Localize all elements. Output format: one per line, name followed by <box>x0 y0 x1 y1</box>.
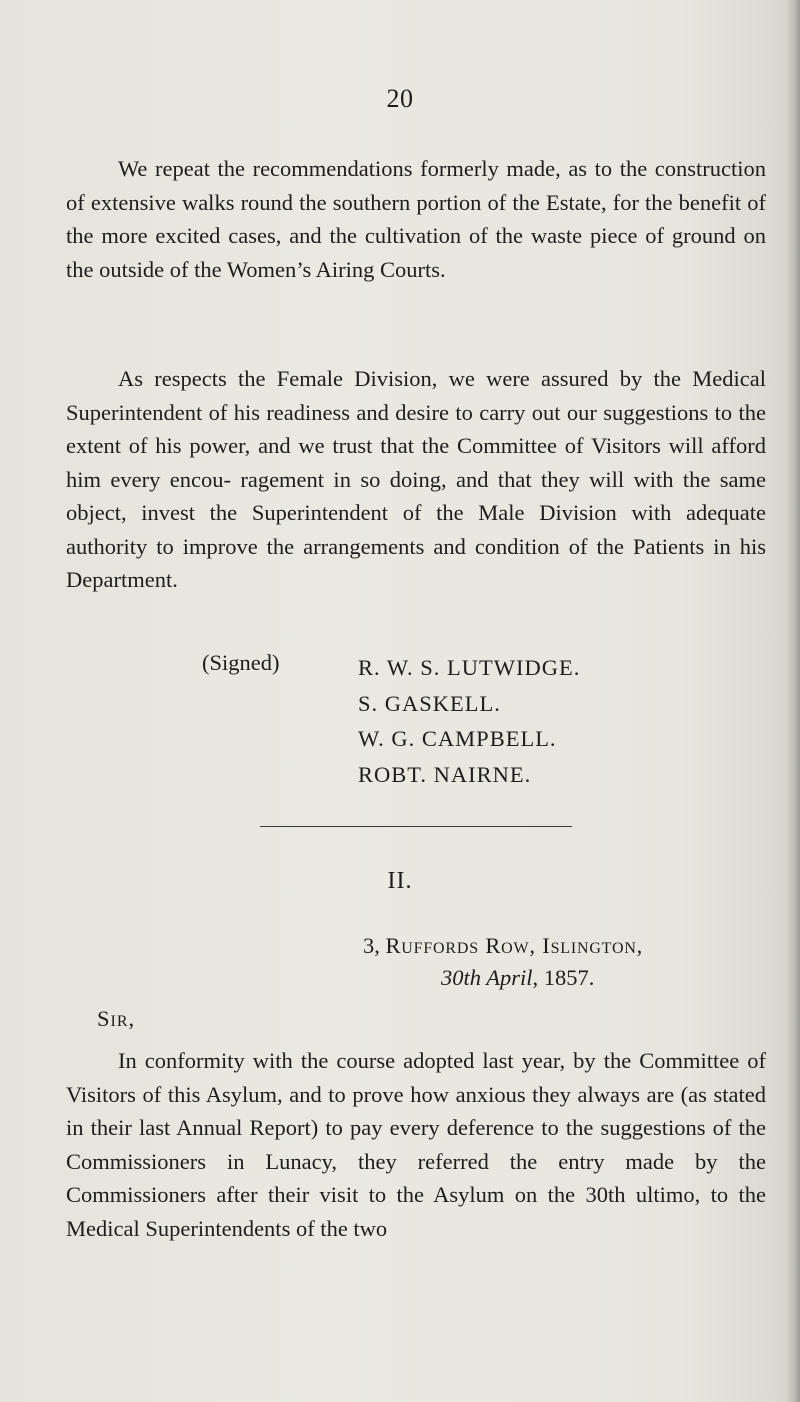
paragraph-female-division <box>66 362 766 597</box>
signatory-name: ROBT. NAIRNE. <box>358 761 532 787</box>
signatory-name: R. W. S. LUTWIDGE. <box>358 655 581 680</box>
page-edge-shadow <box>786 0 800 1402</box>
letter-address <box>363 928 643 964</box>
address-street: Ruffords Row, Islington, <box>385 933 644 958</box>
date-year: , 1857. <box>532 965 595 990</box>
signatory-name: W. G. CAMPBELL. <box>358 726 557 751</box>
paragraph-text: In conformity with the course adopted last year, by the Committee of Visitors of this Asylum, and to prove how anxious they always are (as stated in their last Annual Report) to pay every deference to the suggestions of the Commissioners in Lunacy, they referred the entry made by the Commissioners after their visit to the Asylum on the 30th ultimo, to the Medical Superintendents of the two <box>66 1048 766 1241</box>
section-divider <box>260 826 572 827</box>
paragraph-text: As respects the Female Division, we were assured by the Medical Superintendent of his readiness and desire to carry out our suggestions to the extent of his power, and we trust that the Committee of Visitors will afford him every encou- ragement in so doing, and that they will with the same object, invest the Superintendent of the Male Division with adequate authority to improve the arrangements and condition of the Patients in his Department. <box>66 366 766 592</box>
signatory-name: S. GASKELL. <box>358 690 501 716</box>
paragraph-text: We repeat the recommendations formerly made, as to the construction of extensive walks round the southern portion of the Estate, for the benefit of the more excited cases, and the cultivation of the waste piece of ground on the outside of the Women’s Airing Courts. <box>66 156 766 282</box>
paragraph-recommendations <box>66 152 766 286</box>
paragraph-letter-body <box>66 1044 766 1245</box>
section-number: II. <box>387 868 413 894</box>
letter-salutation: Sir, <box>97 1006 136 1031</box>
date-day: 30th April <box>441 965 533 990</box>
signed-label: (Signed) <box>202 650 280 675</box>
letter-date <box>441 965 594 991</box>
page-number: 20 <box>386 84 414 113</box>
signatory-list <box>358 650 580 792</box>
address-number: 3, <box>363 933 386 958</box>
